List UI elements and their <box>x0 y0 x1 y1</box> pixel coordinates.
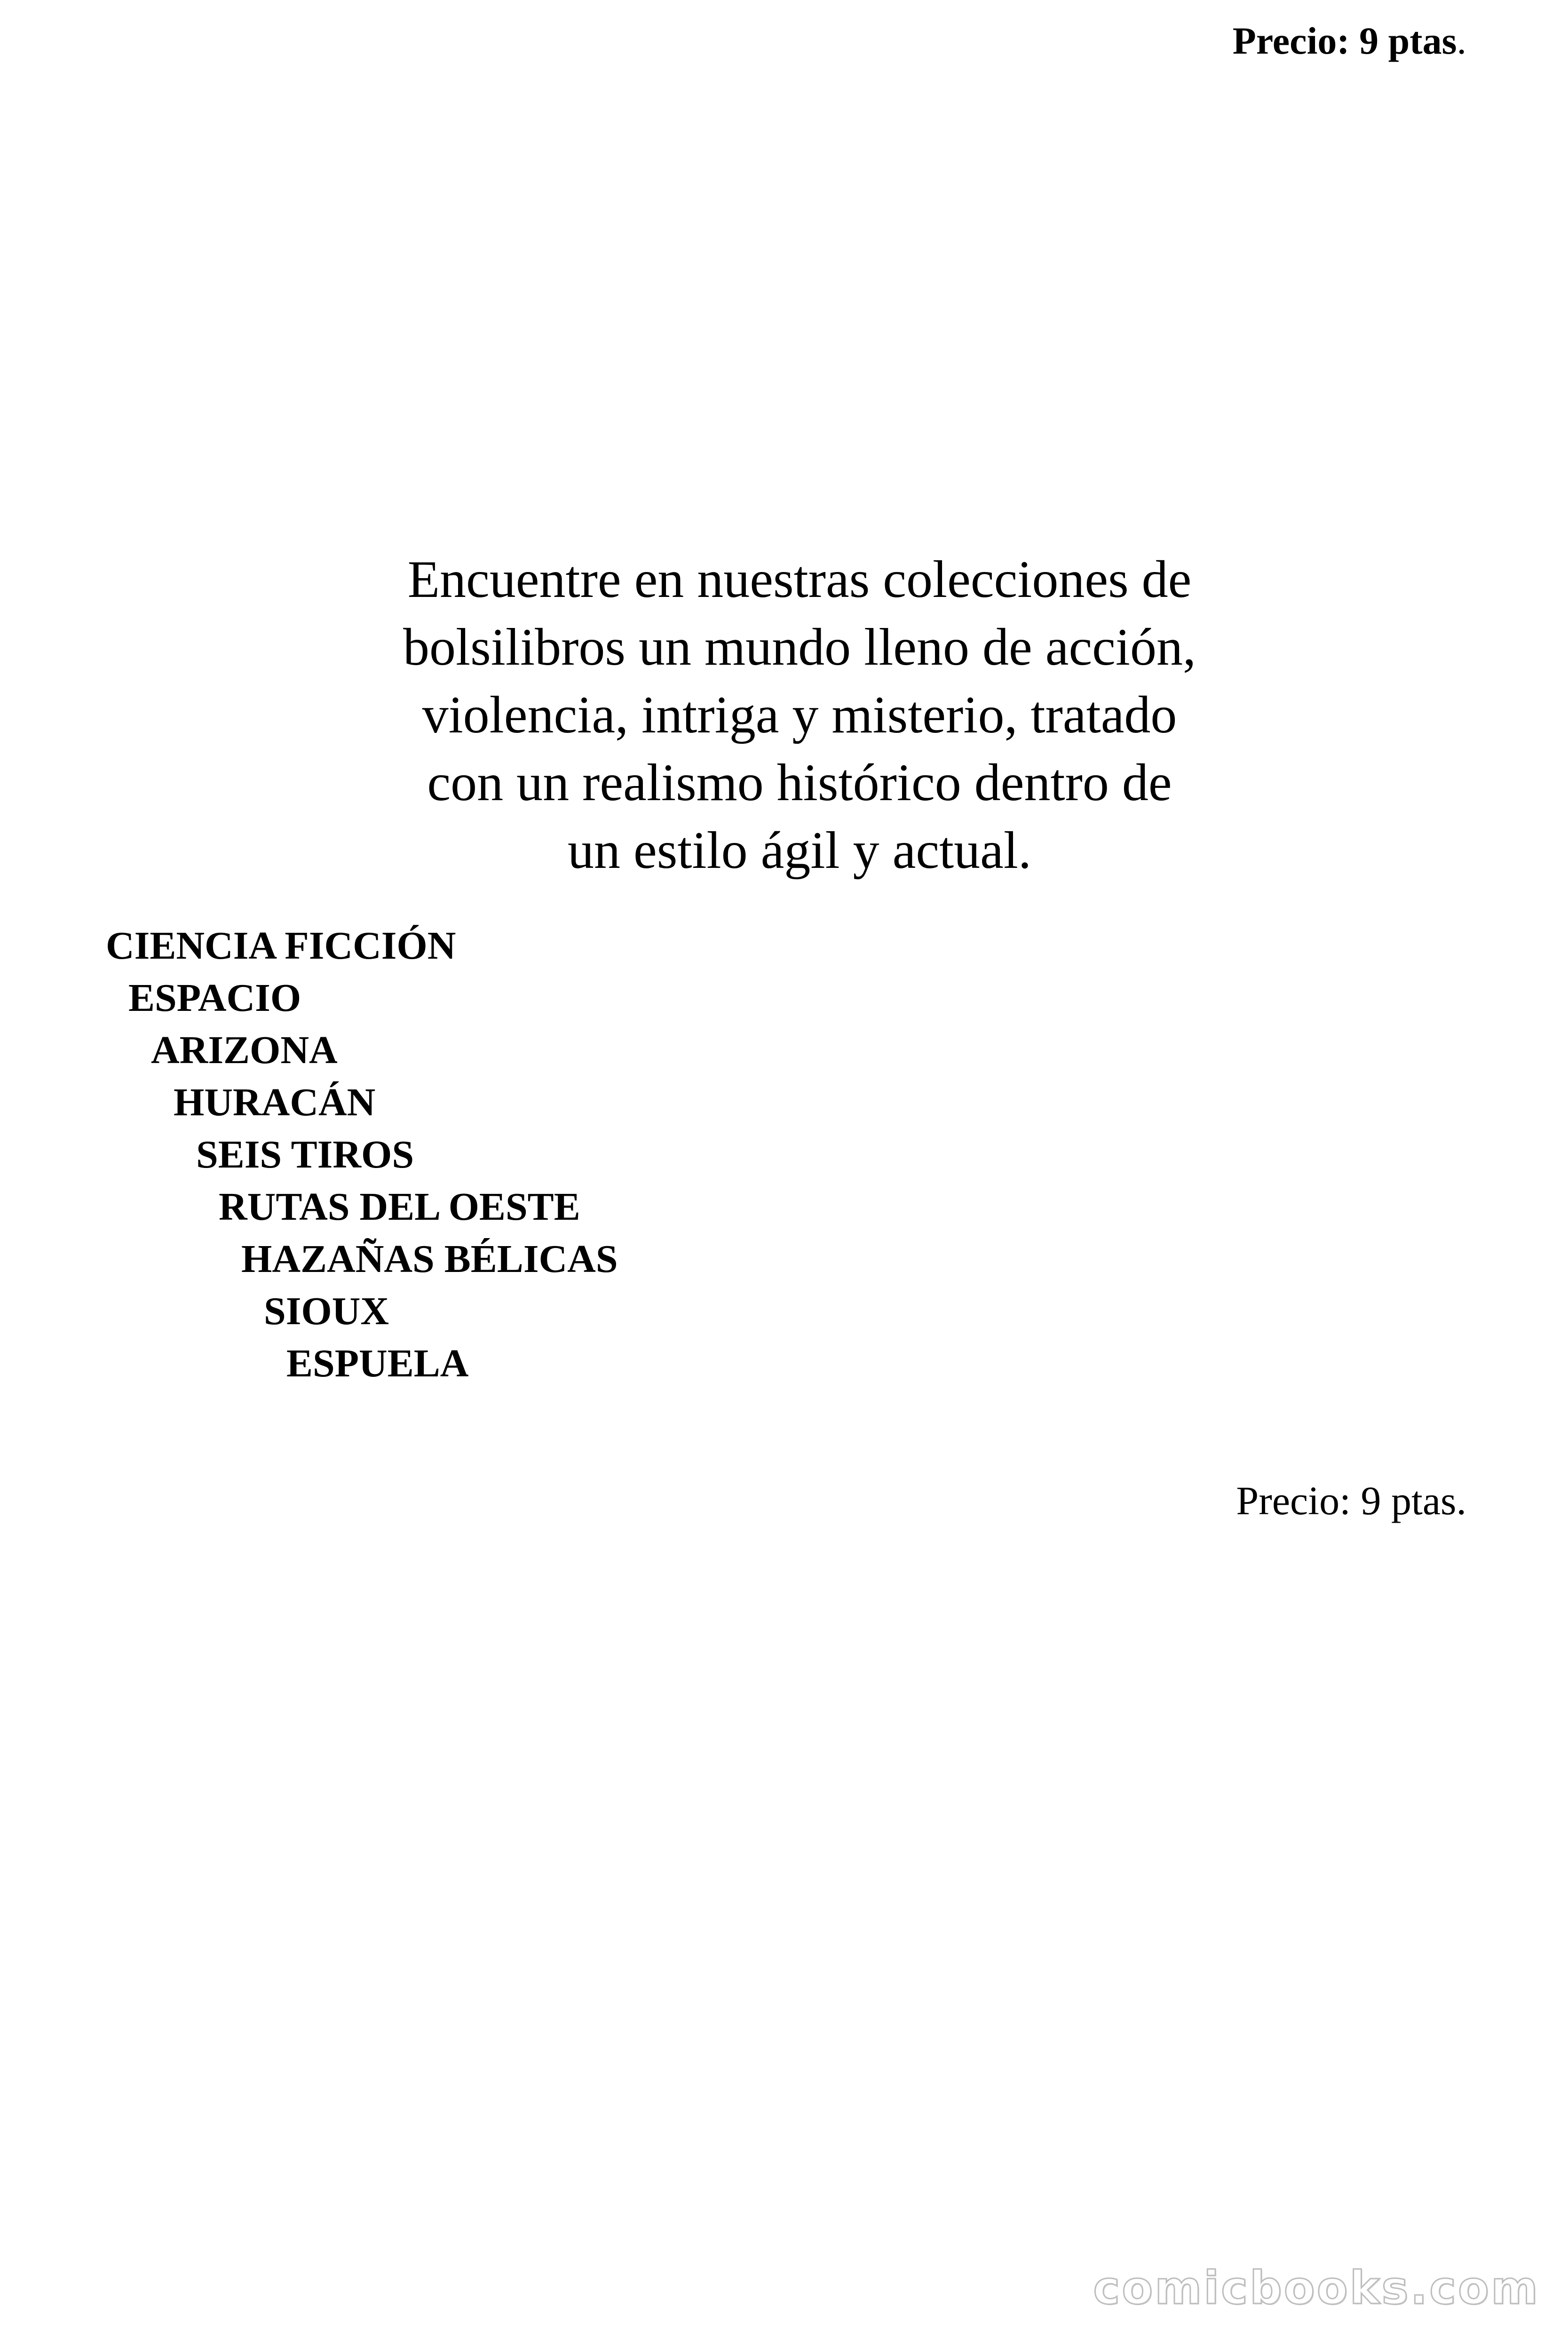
intro-line: violencia, intriga y misterio, tratado <box>422 686 1177 744</box>
collection-item: ARIZONA <box>151 1028 338 1072</box>
collection-item: HAZAÑAS BÉLICAS <box>241 1237 618 1281</box>
intro-line: Encuentre en nuestras colecciones de <box>407 550 1192 609</box>
price-header <box>1233 19 1466 63</box>
collection-item: ESPACIO <box>128 976 301 1020</box>
collections-list <box>106 920 618 1390</box>
intro-line: con un realismo histórico dentro de <box>427 754 1172 812</box>
collection-item: HURACÁN <box>174 1081 376 1124</box>
price-header-dot: . <box>1457 19 1466 62</box>
collection-item: CIENCIA FICCIÓN <box>106 924 456 968</box>
collection-item: SIOUX <box>264 1289 389 1333</box>
price-footer: Precio: 9 ptas. <box>1236 1478 1466 1523</box>
collection-item: SEIS TIROS <box>196 1133 414 1176</box>
collection-item: RUTAS DEL OESTE <box>219 1185 580 1229</box>
collection-item: ESPUELA <box>286 1342 469 1385</box>
watermark-logo: comicbooks.com <box>1093 2262 1540 2314</box>
intro-paragraph <box>339 546 1260 884</box>
price-header-text: Precio: 9 ptas <box>1232 19 1457 62</box>
intro-line: un estilo ágil y actual. <box>568 821 1031 880</box>
intro-line: bolsilibros un mundo lleno de acción, <box>403 618 1196 676</box>
